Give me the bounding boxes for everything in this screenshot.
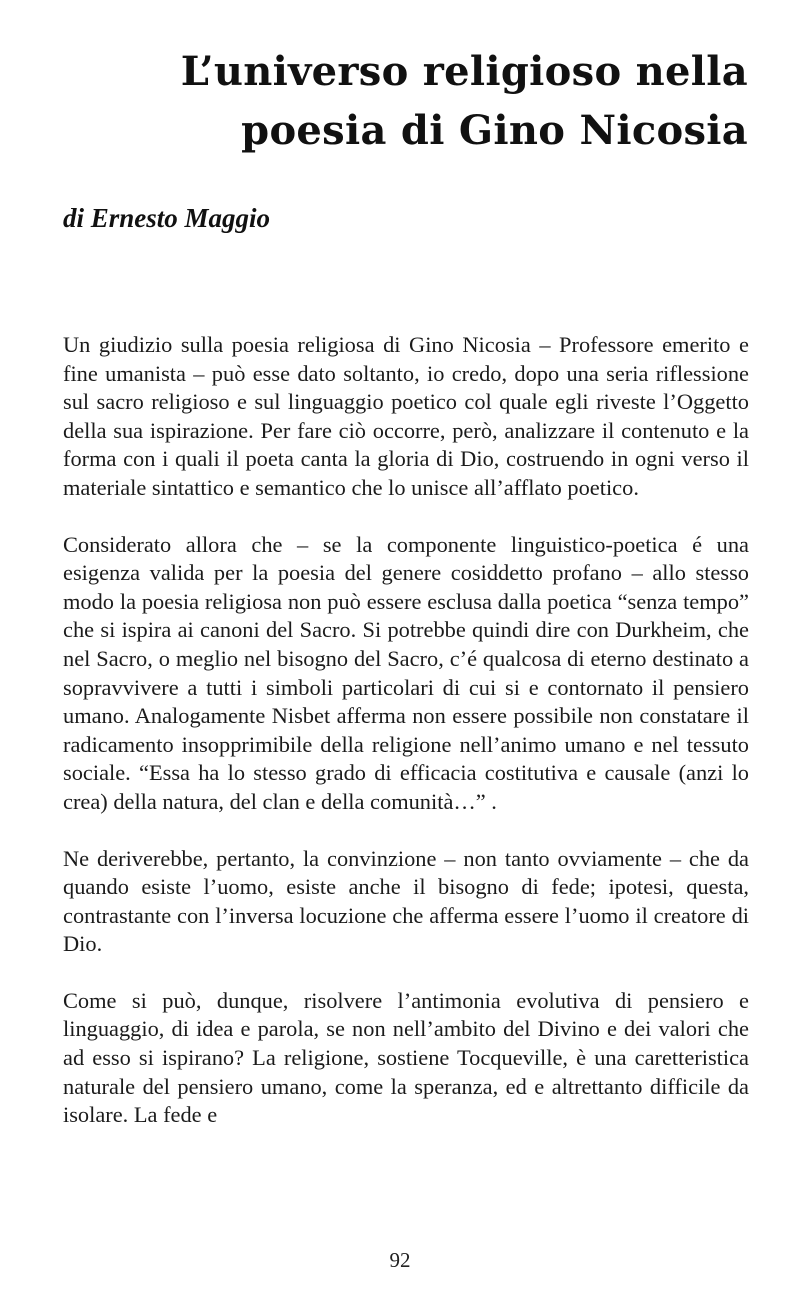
article-title [48, 42, 748, 160]
page-number: 92 [389, 1248, 411, 1272]
title-line-2: poesia di Gino Nicosia [241, 107, 748, 154]
paragraph-3: Ne deriverebbe, pertanto, la convinzione – non tanto ovviamente – che da quando esiste l’uomo, esiste anche il bisogno di fede; ipotesi, questa, contrastante con l’inversa locuzione che afferma essere l’uomo il creatore di Dio. [63, 845, 749, 957]
article-body [63, 331, 749, 1158]
paragraph-4: Come si può, dunque, risolvere l’antimonia evolutiva di pensiero e linguaggio, di idea e parola, se non nell’ambito del Divino e dei valori che ad esso si ispirano? La religione, sostiene Tocqueville, è una caretteristica naturale del pensiero umano, come la speranza, ed e altrettanto difficile da isolare. La fede e [63, 987, 749, 1128]
author-byline: di Ernesto Maggio [63, 203, 271, 233]
paragraph-1: Un giudizio sulla poesia religiosa di Gino Nicosia – Professore emerito e fine umanista – può esse dato soltanto, io credo, dopo una seria riflessione sul sacro religioso e sul linguaggio poetico col quale egli riveste l’Oggetto della sua ispirazione. Per fare ciò occorre, però, analizzare il contenuto e la forma con i quali il poeta canta la gloria di Dio, costruendo in ogni verso il materiale sintattico e semantico che lo unisce all’afflato poetico. [63, 332, 749, 500]
paragraph-2: Considerato allora che – se la componente linguistico-poetica é una esigenza valida per la poesia del genere cosiddetto profano – allo stesso modo la poesia religiosa non può essere esclusa dalla poetica “senza tempo” che si ispira ai canoni del Sacro. Si potrebbe quindi dire con Durkheim, che nel Sacro, o meglio nel bisogno del Sacro, c’é qualcosa di eterno destinato a sopravvivere a tutti i simboli particolari di cui si e contornato il pensiero umano. Analogamente Nisbet afferma non essere possibile non constatare il radicamento insopprimibile della religione nell’animo umano e nel tessuto sociale. “Essa ha lo stesso grado di efficacia costitutiva e causale (anzi lo crea) della natura, del clan e della comunità…” . [63, 531, 749, 814]
title-line-1: L’universo religioso nella [180, 48, 748, 95]
